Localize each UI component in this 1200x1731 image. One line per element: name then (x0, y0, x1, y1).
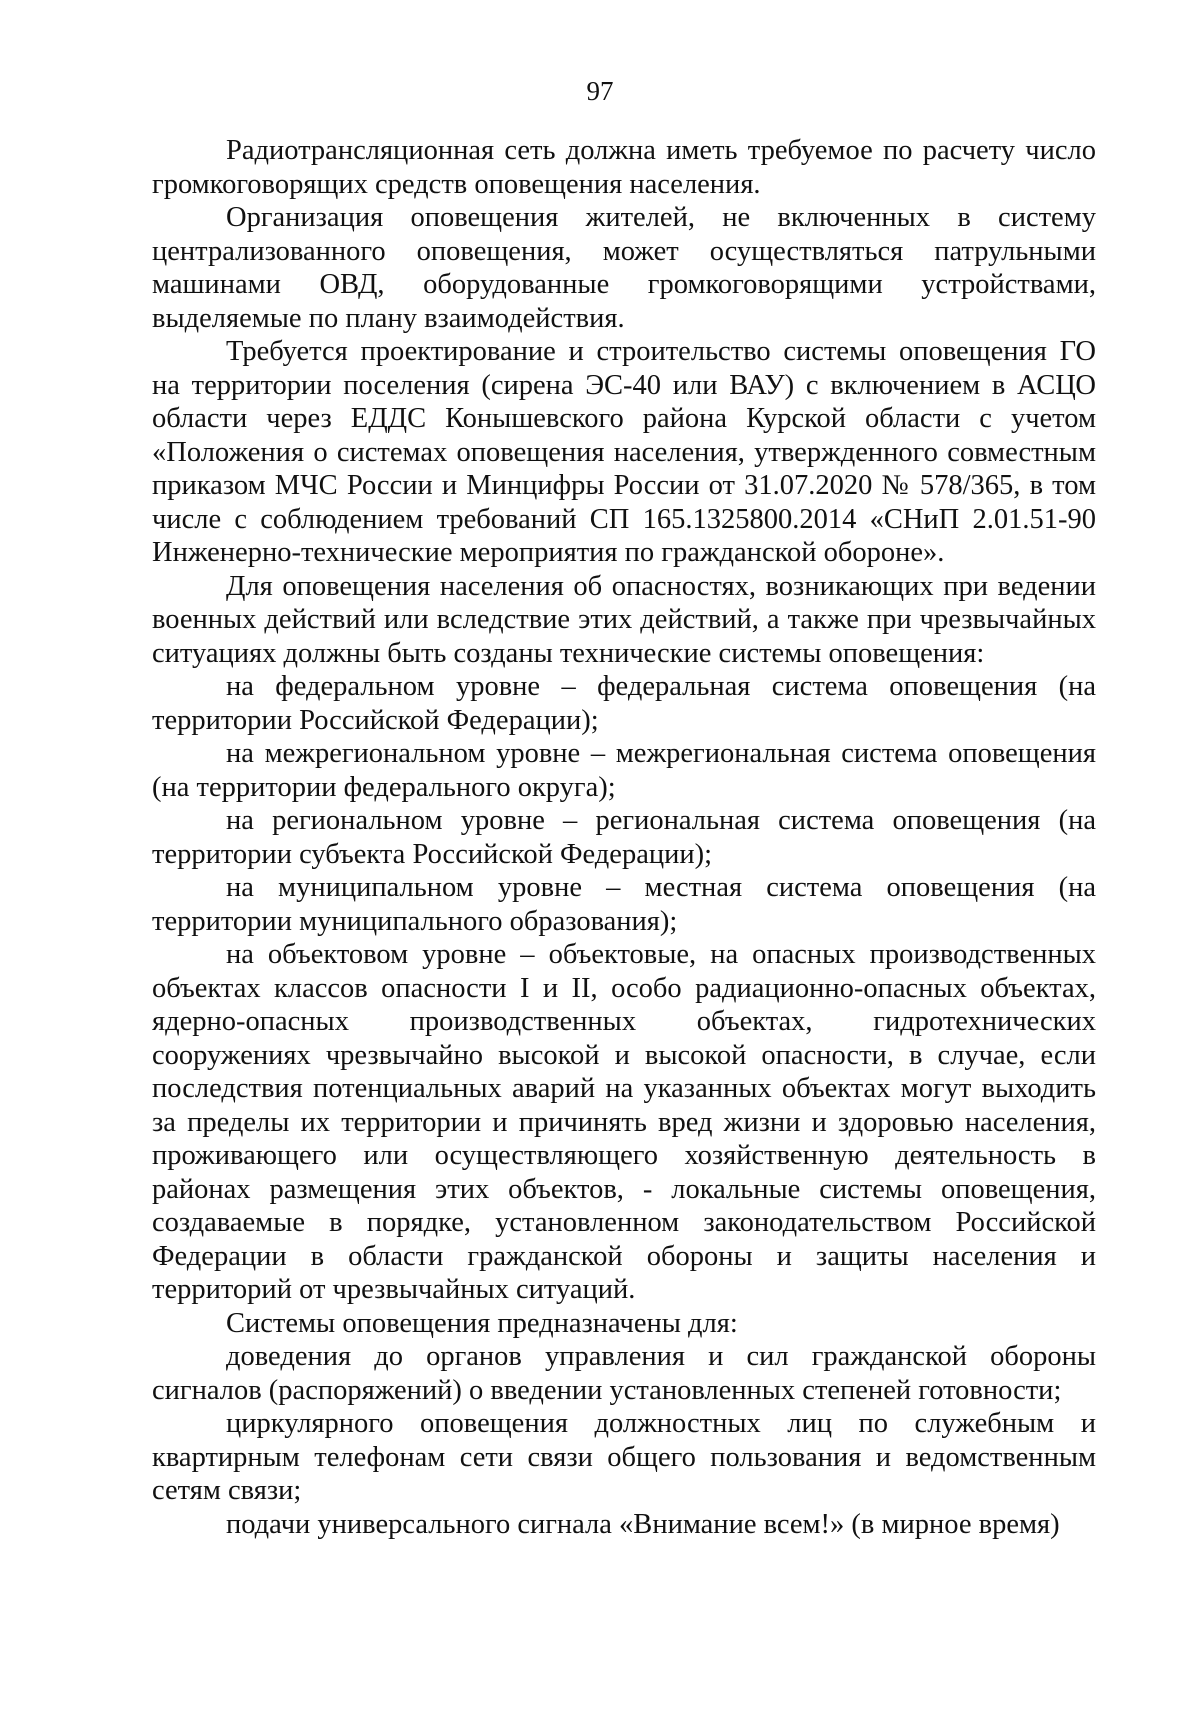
document-body (152, 134, 1096, 1541)
paragraph-radio-network: Радиотрансляционная сеть должна иметь требуемое по расчету число громкоговорящих средств оповещения населения. (152, 135, 1096, 200)
list-item-object-level: на объектовом уровне – объектовые, на опасных производственных объектах классов опасности I и II, особо радиационно-опасных объектах, ядерно-опасных производственных объектах, гидротехнических сооружениях чрезвычайно высокой и высокой опасности, в случае, если последствия потенциальных аварий на указанных объектах могут выходить за пределы их территории и причинять вред жизни и здоровью населения, проживающего или осуществляющего хозяйственную деятельность в районах размещения этих объектов, - локальные системы оповещения, создаваемые в порядке, установленном законодательством Российской Федерации в области гражданской обороны и защиты населения и территорий от чрезвычайных ситуаций. (152, 939, 1096, 1305)
page-number: 97 (586, 76, 614, 106)
paragraph-technical-systems: Для оповещения населения об опасностях, возникающих при ведении военных действий или вследствие этих действий, а также при чрезвычайных ситуациях должны быть созданы технические системы оповещения: (152, 570, 1096, 669)
paragraph-system-design: Требуется проектирование и строительство системы оповещения ГО на территории поселения (сирена ЭС-40 или ВАУ) с включением в АСЦО области через ЕДДС Конышевского района Курской области с учетом «Положения о системах оповещения населения, утвержденного совместным приказом МЧС России и Минцифры России от 31.07.2020 № 578/365, в том числе с соблюдением требований СП 165.1325800.2014 «СНиП 2.01.51-90 Инженерно-технические мероприятия по гражданской обороне». (152, 336, 1096, 568)
paragraph-systems-purpose: Системы оповещения предназначены для: (226, 1307, 738, 1339)
list-item-signal-delivery: доведения до органов управления и сил гражданской обороны сигналов (распоряжений) о введении установленных степеней готовности; (152, 1341, 1096, 1406)
list-item-regional: на региональном уровне – региональная система оповещения (на территории субъекта Российской Федерации); (152, 805, 1096, 870)
list-item-municipal: на муниципальном уровне – местная система оповещения (на территории муниципального образования); (152, 872, 1096, 937)
list-item-circular-notification: циркулярного оповещения должностных лиц по служебным и квартирным телефонам сети связи общего пользования и ведомственным сетям связи; (152, 1408, 1096, 1506)
list-item-interregional: на межрегиональном уровне – межрегиональная система оповещения (на территории федерального округа); (152, 738, 1096, 803)
paragraph-patrol-notification: Организация оповещения жителей, не включенных в систему централизованного оповещения, может осуществляться патрульными машинами ОВД, оборудованные громкоговорящими устройствами, выделяемые по плану взаимодействия. (152, 202, 1096, 334)
list-item-federal: на федеральном уровне – федеральная система оповещения (на территории Российской Федерации); (152, 671, 1096, 736)
list-item-universal-signal: подачи универсального сигнала «Внимание всем!» (в мирное время) (226, 1508, 1060, 1540)
